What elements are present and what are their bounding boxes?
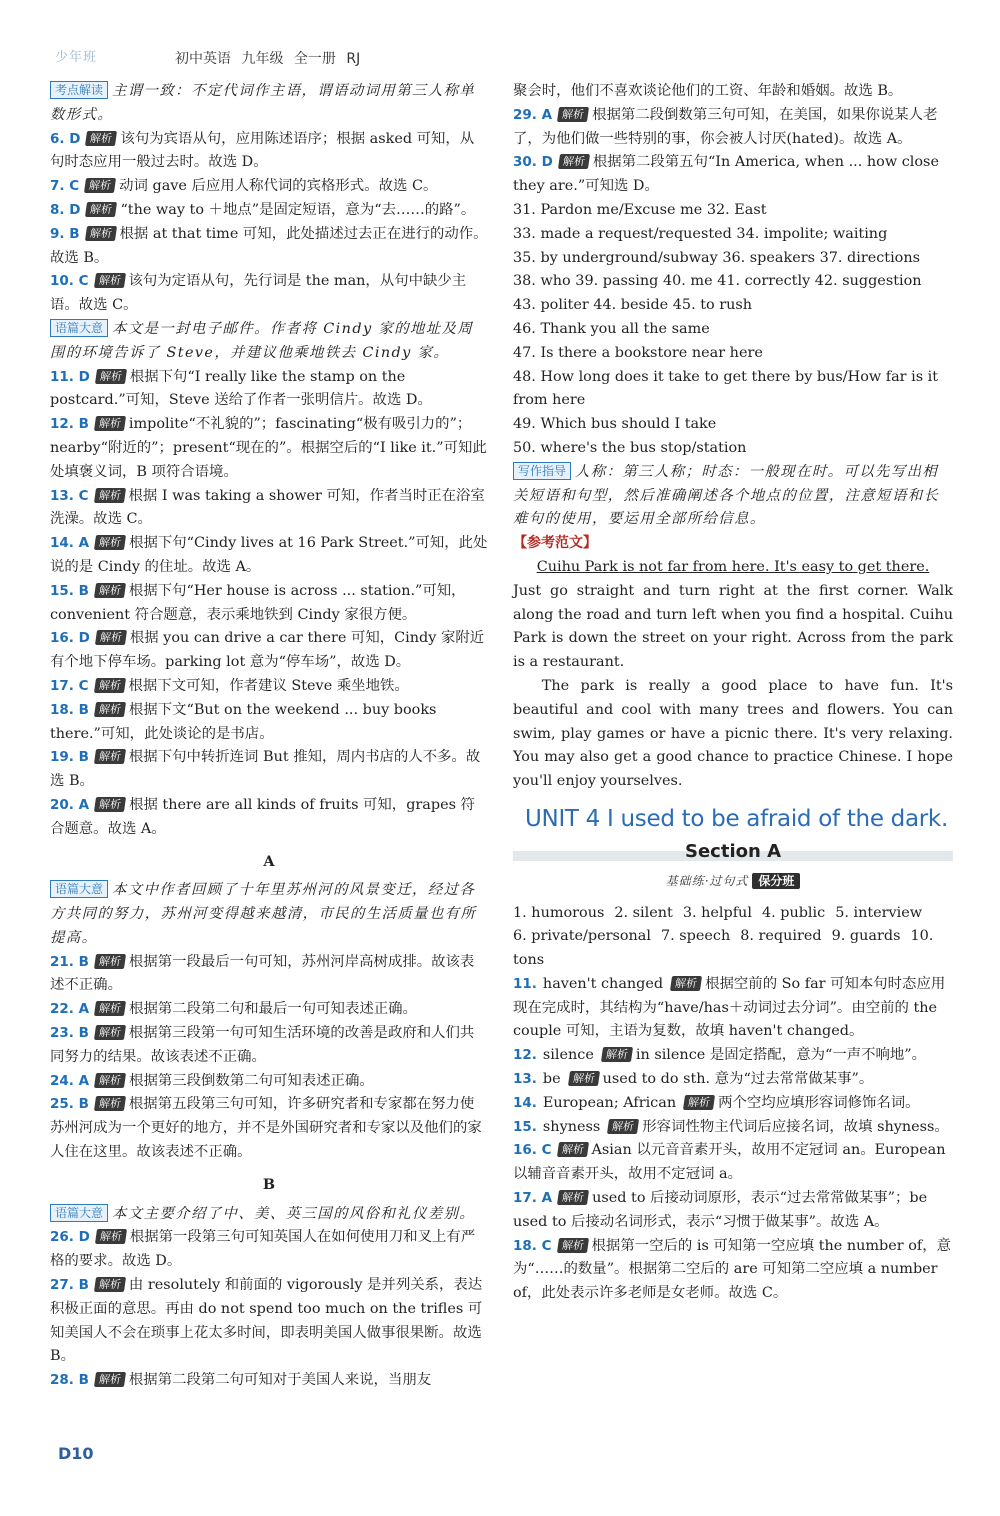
answer-item (50, 128, 488, 176)
note-text: 本文是一封电子邮件。作者将 Cindy 家的地址及周围的环境告诉了 Steve，并建议他乘地铁去 Cindy 家。 (50, 320, 474, 361)
word-answer: 6. private/personal (513, 928, 651, 945)
left-column (50, 80, 488, 1393)
analysis-tag: 解析 (84, 178, 116, 193)
practice-subtitle: 基础练·过句式 保分班 (513, 870, 953, 894)
answer-item (50, 580, 488, 628)
analysis-text: 根据第一段最后一句可知，苏州河岸高树成排。故该表述不正确。 (50, 953, 475, 994)
answer-number: 28. B (50, 1372, 89, 1389)
brand-logo: 少年班 (55, 50, 98, 65)
analysis-tag: 解析 (558, 154, 590, 169)
answer-item (50, 270, 488, 318)
answer-item (50, 1226, 488, 1274)
answer-number: 6. D (50, 130, 81, 147)
analysis-tag: 解析 (683, 1095, 715, 1110)
analysis-text: 根据第二段第五句“In America, when ... how close they are.”可知选 D。 (513, 154, 939, 195)
word-answer: 2. silent (614, 904, 673, 921)
answer-number: 19. B (50, 749, 89, 766)
analysis-tag: 解析 (94, 1001, 126, 1016)
fill-answer-line: 50. where's the bus stop/station (513, 439, 747, 456)
note-text: 主谓一致：不定代词作主语，谓语动词用第三人称单数形式。 (50, 83, 476, 123)
essay-first-line: Cuihu Park is not far from here. It's easy to get there. (536, 558, 930, 575)
analysis-text: 根据第三段第一句可知生活环境的改善是政府和人们共同努力的结果。故该表述不正确。 (50, 1025, 475, 1065)
analysis-text: 根据下句“I really like the stamp on the postcard.”可知，Steve 送给了作者一张明信片。故选 D。 (50, 368, 432, 409)
answer-item (50, 1070, 488, 1094)
word-answer: 5. interview (835, 904, 923, 921)
answer-number: 26. D (50, 1229, 90, 1246)
answer-value: shyness (542, 1118, 601, 1135)
analysis-text: 该句为宾语从句，应用陈述语序；根据 asked 可知，从句时态应用一般过去时。故选 D。 (50, 130, 475, 171)
answer-item (50, 1369, 488, 1393)
analysis-text: 根据第二段第二句可知对于美国人来说，当朋友 (128, 1372, 432, 1389)
analysis-tag: 解析 (94, 416, 126, 431)
word-answers-row-2 (513, 925, 953, 973)
analysis-tag: 解析 (94, 1096, 126, 1111)
analysis-tag: 解析 (568, 1071, 600, 1086)
answer-number: 18. B (50, 701, 89, 718)
answer-number: 11. (513, 975, 537, 992)
word-answer: 4. public (761, 904, 826, 921)
analysis-text: 根据下句“Cindy lives at 16 Park Street.”可知，此处说的是 Cindy 的住址。故选 A。 (50, 535, 488, 575)
answer-item (513, 1139, 953, 1187)
analysis-tag: 解析 (94, 749, 126, 764)
note-text: 本文中作者回顾了十年里苏州河的风景变迁，经过各方共同的努力，苏州河变得越来越清，市民的生活质量也有所提高。 (50, 882, 477, 946)
answer-number: 13. C (50, 487, 89, 504)
analysis-text: 两个空均应填形容词修饰名词。 (718, 1094, 920, 1111)
analysis-text: 由 resolutely 和前面的 vigorously 是并列关系，表达积极正面的意思。再由 do not spend too much on the trifles 可知美国人不会在琐事上花太多时间，即表明美国人做事很果断。故选 B。 (50, 1277, 483, 1365)
summary-note (50, 1203, 488, 1227)
answer-number: 7. C (50, 178, 80, 195)
essay-paragraph-2: The park is really a good place to have fun. It's beautiful and cool with many trees and flowers. You can swim, play games or have a picnic there. It's very relaxing. You may also get a good chance to practice Chinese. I hope you'll enjoy yourselves. (513, 677, 953, 790)
unit-title: UNIT 4 I used to be afraid of the dark. (525, 805, 948, 832)
fill-answer-line: 46. Thank you all the same (513, 320, 710, 337)
analysis-text: 根据下句“Her house is across ... station.”可知，convenient 符合题意，表示乘地铁到 Cindy 家很方便。 (50, 582, 466, 623)
answer-value: be (542, 1071, 561, 1088)
analysis-tag: 解析 (556, 1142, 588, 1157)
analysis-tag: 解析 (95, 630, 127, 645)
answer-list-2 (513, 973, 953, 1306)
answer-number: 9. B (50, 225, 80, 242)
word-answer: 9. guards (831, 928, 901, 945)
analysis-tag: 解析 (601, 1047, 633, 1062)
right-column (513, 80, 953, 1306)
fill-answers (513, 199, 953, 461)
section-letter: B (262, 1175, 276, 1193)
answer-item (50, 998, 488, 1022)
analysis-tag: 解析 (94, 535, 126, 550)
reference-title: 【参考范文】 (513, 535, 597, 552)
page-number: D10 (58, 1444, 94, 1463)
word-answer: 7. speech (660, 928, 731, 945)
fill-answer-line: 48. How long does it take to get there by bus/How far is it from here (513, 368, 939, 409)
answer-number: 17. A (513, 1190, 553, 1207)
summary-note (50, 879, 488, 950)
answer-number: 12. B (50, 416, 89, 433)
answer-item (50, 175, 488, 199)
analysis-tag: 解析 (93, 273, 125, 288)
fill-answer-line: 31. Pardon me/Excuse me 32. East (513, 201, 767, 218)
answer-item (513, 1116, 953, 1140)
word-answer: 3. helpful (682, 904, 752, 921)
answer-number: 8. D (50, 201, 81, 218)
answer-number: 24. A (50, 1072, 90, 1089)
note-tag: 语篇大意 (50, 319, 108, 337)
section-letter: A (263, 852, 275, 870)
summary-note (50, 318, 488, 366)
analysis-text: 根据第五段第三句可知，许多研究者和专家都在努力使苏州河成为一个更好的地方，并不是外国研究者和专家以及他们的家人住在这里。故该表述不正确。 (50, 1096, 482, 1161)
analysis-tag: 解析 (85, 202, 117, 217)
answer-item (513, 1092, 953, 1116)
analysis-text: used to 后接动词原形，表示“过去常常做某事”；be used to 后接动名词形式，表示“习惯于做某事”。故选 A。 (513, 1190, 928, 1230)
word-answer: 8. required (740, 928, 822, 945)
word-answer: 1. humorous (513, 904, 605, 921)
answer-item (50, 413, 488, 484)
fill-answer-line: 35. by underground/subway 36. speakers 37. directions (513, 249, 920, 266)
analysis-text: 根据 there are all kinds of fruits 可知，grapes 符合题意。故选 A。 (50, 796, 475, 837)
analysis-text: 根据第一段第三句可知英国人在如何使用刀和叉上有严格的要求。故选 D。 (50, 1229, 476, 1270)
analysis-tag: 解析 (94, 1277, 126, 1292)
summary-note (50, 80, 488, 128)
note-tag: 语篇大意 (50, 880, 108, 898)
answer-item (50, 532, 488, 580)
analysis-tag: 解析 (94, 954, 126, 969)
note-tag: 语篇大意 (50, 1204, 108, 1222)
analysis-tag: 解析 (557, 107, 589, 122)
answer-number: 21. B (50, 953, 89, 970)
analysis-tag: 解析 (93, 488, 125, 503)
analysis-tag: 解析 (85, 131, 117, 146)
answer-number: 11. D (50, 368, 90, 385)
answer-value: European; African (542, 1094, 677, 1111)
answer-item (513, 1187, 953, 1235)
answer-item (50, 1093, 488, 1164)
analysis-text: 根据第二段倒数第三句可知，在美国，如果你说某人老了，为他们做一些特别的事，你会被人讨厌(hated)。故选 A。 (513, 106, 938, 147)
note-tag: 考点解读 (50, 81, 108, 99)
answer-number: 12. (513, 1047, 537, 1064)
answer-number: 20. A (50, 796, 90, 813)
analysis-tag: 解析 (94, 1372, 126, 1387)
answer-value: haven't changed (542, 975, 664, 992)
answer-number: 10. C (50, 273, 89, 290)
answer-item (50, 223, 488, 271)
analysis-text: 该句为定语从句，先行词是 the man，从句中缺少主语。故选 C。 (50, 273, 467, 314)
analysis-tag: 解析 (93, 678, 125, 693)
page-header (55, 44, 475, 74)
analysis-text: 形容词性物主代词后应接名词，故填 shyness。 (642, 1118, 949, 1135)
answer-item (513, 151, 953, 199)
analysis-text: 根据第三段倒数第二句可知表述正确。 (129, 1072, 374, 1089)
answer-item (50, 794, 488, 842)
analysis-tag: 解析 (94, 583, 126, 598)
answer-item (50, 675, 488, 699)
fill-answer-line: 33. made a request/requested 34. impolite; waiting (513, 225, 888, 242)
answer-number: 22. A (50, 1001, 90, 1018)
essay-paragraph-1: Just go straight and turn right at the first corner. Walk along the road and turn left when you find a hospital. Cuihu Park is down the street on your right. Across from the park is a restaurant. (513, 582, 953, 671)
analysis-tag: 解析 (556, 1238, 588, 1253)
analysis-tag: 解析 (94, 702, 126, 717)
answer-item (50, 951, 488, 999)
answer-item (50, 485, 488, 533)
analysis-text: 根据空前的 So far 可知本句时态应用现在完成时，其结构为“have/has＋动词过去分词”。由空前的 the couple 可知，主语为复数，故填 haven't changed。 (513, 975, 946, 1040)
analysis-tag: 解析 (670, 976, 702, 991)
answer-number: 14. (513, 1094, 537, 1111)
answer-number: 29. A (513, 106, 553, 123)
fill-answer-line: 43. politer 44. beside 45. to rush (513, 297, 753, 314)
answer-number: 13. (513, 1071, 537, 1088)
analysis-text: 根据第一空后的 is 可知第一空应填 the number of，意为“……的数量”。根据第二空后的 are 可知第二空应填 a number of，此处表示许多老师是女老师。故选 C。 (513, 1237, 951, 1302)
analysis-text: 根据下文“But on the weekend ... buy books there.”可知，此处谈论的是书店。 (50, 701, 437, 742)
answer-number: 30. D (513, 154, 553, 171)
analysis-text: “the way to ＋地点”是固定短语，意为“去……的路”。 (120, 201, 476, 218)
analysis-tag: 解析 (95, 369, 127, 384)
analysis-tag: 解析 (94, 1025, 126, 1040)
fill-answer-line: 49. Which bus should I take (513, 416, 717, 433)
answer-item (513, 1044, 953, 1068)
answer-item (513, 973, 953, 1044)
answer-value: silence (542, 1047, 594, 1064)
section-title: Section A (513, 840, 953, 864)
answer-item (50, 366, 488, 414)
answer-item (513, 1235, 953, 1306)
analysis-tag: 解析 (557, 1190, 589, 1205)
answer-item (50, 746, 488, 794)
continued-text: 聚会时，他们不喜欢谈论他们的工资、年龄和婚姻。故选 B。 (513, 83, 903, 99)
analysis-text: 根据第二段第二句和最后一句可知表述正确。 (129, 1001, 417, 1018)
answer-number: 23. B (50, 1025, 89, 1042)
answer-number: 14. A (50, 535, 90, 552)
analysis-text: 根据 you can drive a car there 可知，Cindy 家附近有个地下停车场。parking lot 意为“停车场”，故选 D。 (50, 630, 485, 671)
analysis-tag: 解析 (84, 226, 116, 241)
analysis-tag: 解析 (94, 797, 126, 812)
analysis-text: 动词 gave 后应用人称代词的宾格形式。故选 C。 (119, 178, 438, 195)
book-info: 初中英语 九年级 全一册 RJ (175, 51, 361, 67)
analysis-text: 根据 I was taking a shower 可知，作者当时正在浴室洗澡。故选 C。 (50, 487, 485, 528)
analysis-text: in silence 是固定搭配，意为“一声不响地”。 (635, 1047, 927, 1064)
analysis-text: 根据下文可知，作者建议 Steve 乘坐地铁。 (128, 677, 409, 694)
answer-number: 15. B (50, 582, 89, 599)
answer-item (50, 1022, 488, 1070)
writing-guide: 写作指导 人称：第三人称；时态：一般现在时。可以先写出相关短语和句型，然后准确阐述各个地点的位置，注意短语和长难句的使用，要运用全部所给信息。 (513, 463, 940, 528)
answer-item (513, 1068, 953, 1092)
answer-number: 16. D (50, 630, 90, 647)
writing-guide-tag: 写作指导 (513, 462, 571, 480)
answer-number: 18. C (513, 1237, 552, 1254)
analysis-text: impolite“不礼貌的”；fascinating“极有吸引力的”；nearby“附近的”；present“现在的”。根据空后的“I like it.”可知此处填褒义词，B 项符合语境。 (50, 416, 487, 480)
analysis-text: Asian 以元音音素开头，故用不定冠词 an。European 以辅音音素开头，故用不定冠词 a。 (513, 1142, 946, 1183)
answer-number: 17. C (50, 677, 89, 694)
fill-answer-line: 38. who 39. passing 40. me 41. correctly 42. suggestion (513, 273, 922, 290)
answer-number: 27. B (50, 1277, 89, 1294)
answer-item (50, 627, 488, 675)
word-answer: 10. tons (513, 928, 934, 969)
answer-number: 25. B (50, 1096, 89, 1113)
analysis-text: used to do sth. 意为“过去常常做某事”。 (602, 1071, 874, 1088)
fill-answer-line: 47. Is there a bookstore near here (513, 344, 763, 361)
answer-item (50, 1274, 488, 1369)
analysis-text: 根据下句中转折连词 But 推知，周内书店的人不多。故选 B。 (50, 749, 481, 790)
word-answers-row-1 (513, 902, 953, 926)
note-text: 本文主要介绍了中、美、英三国的风俗和礼仪差别。 (112, 1205, 476, 1222)
analysis-tag: 解析 (607, 1119, 639, 1134)
answer-item (513, 104, 953, 152)
answer-number: 15. (513, 1118, 537, 1135)
analysis-text: 根据 at that time 可知，此处描述过去正在进行的动作。故选 B。 (50, 225, 488, 266)
answer-number: 16. C (513, 1142, 552, 1159)
answer-item (50, 699, 488, 747)
answer-list (513, 104, 953, 199)
analysis-tag: 解析 (95, 1229, 127, 1244)
analysis-tag: 解析 (94, 1073, 126, 1088)
answer-item (50, 199, 488, 223)
